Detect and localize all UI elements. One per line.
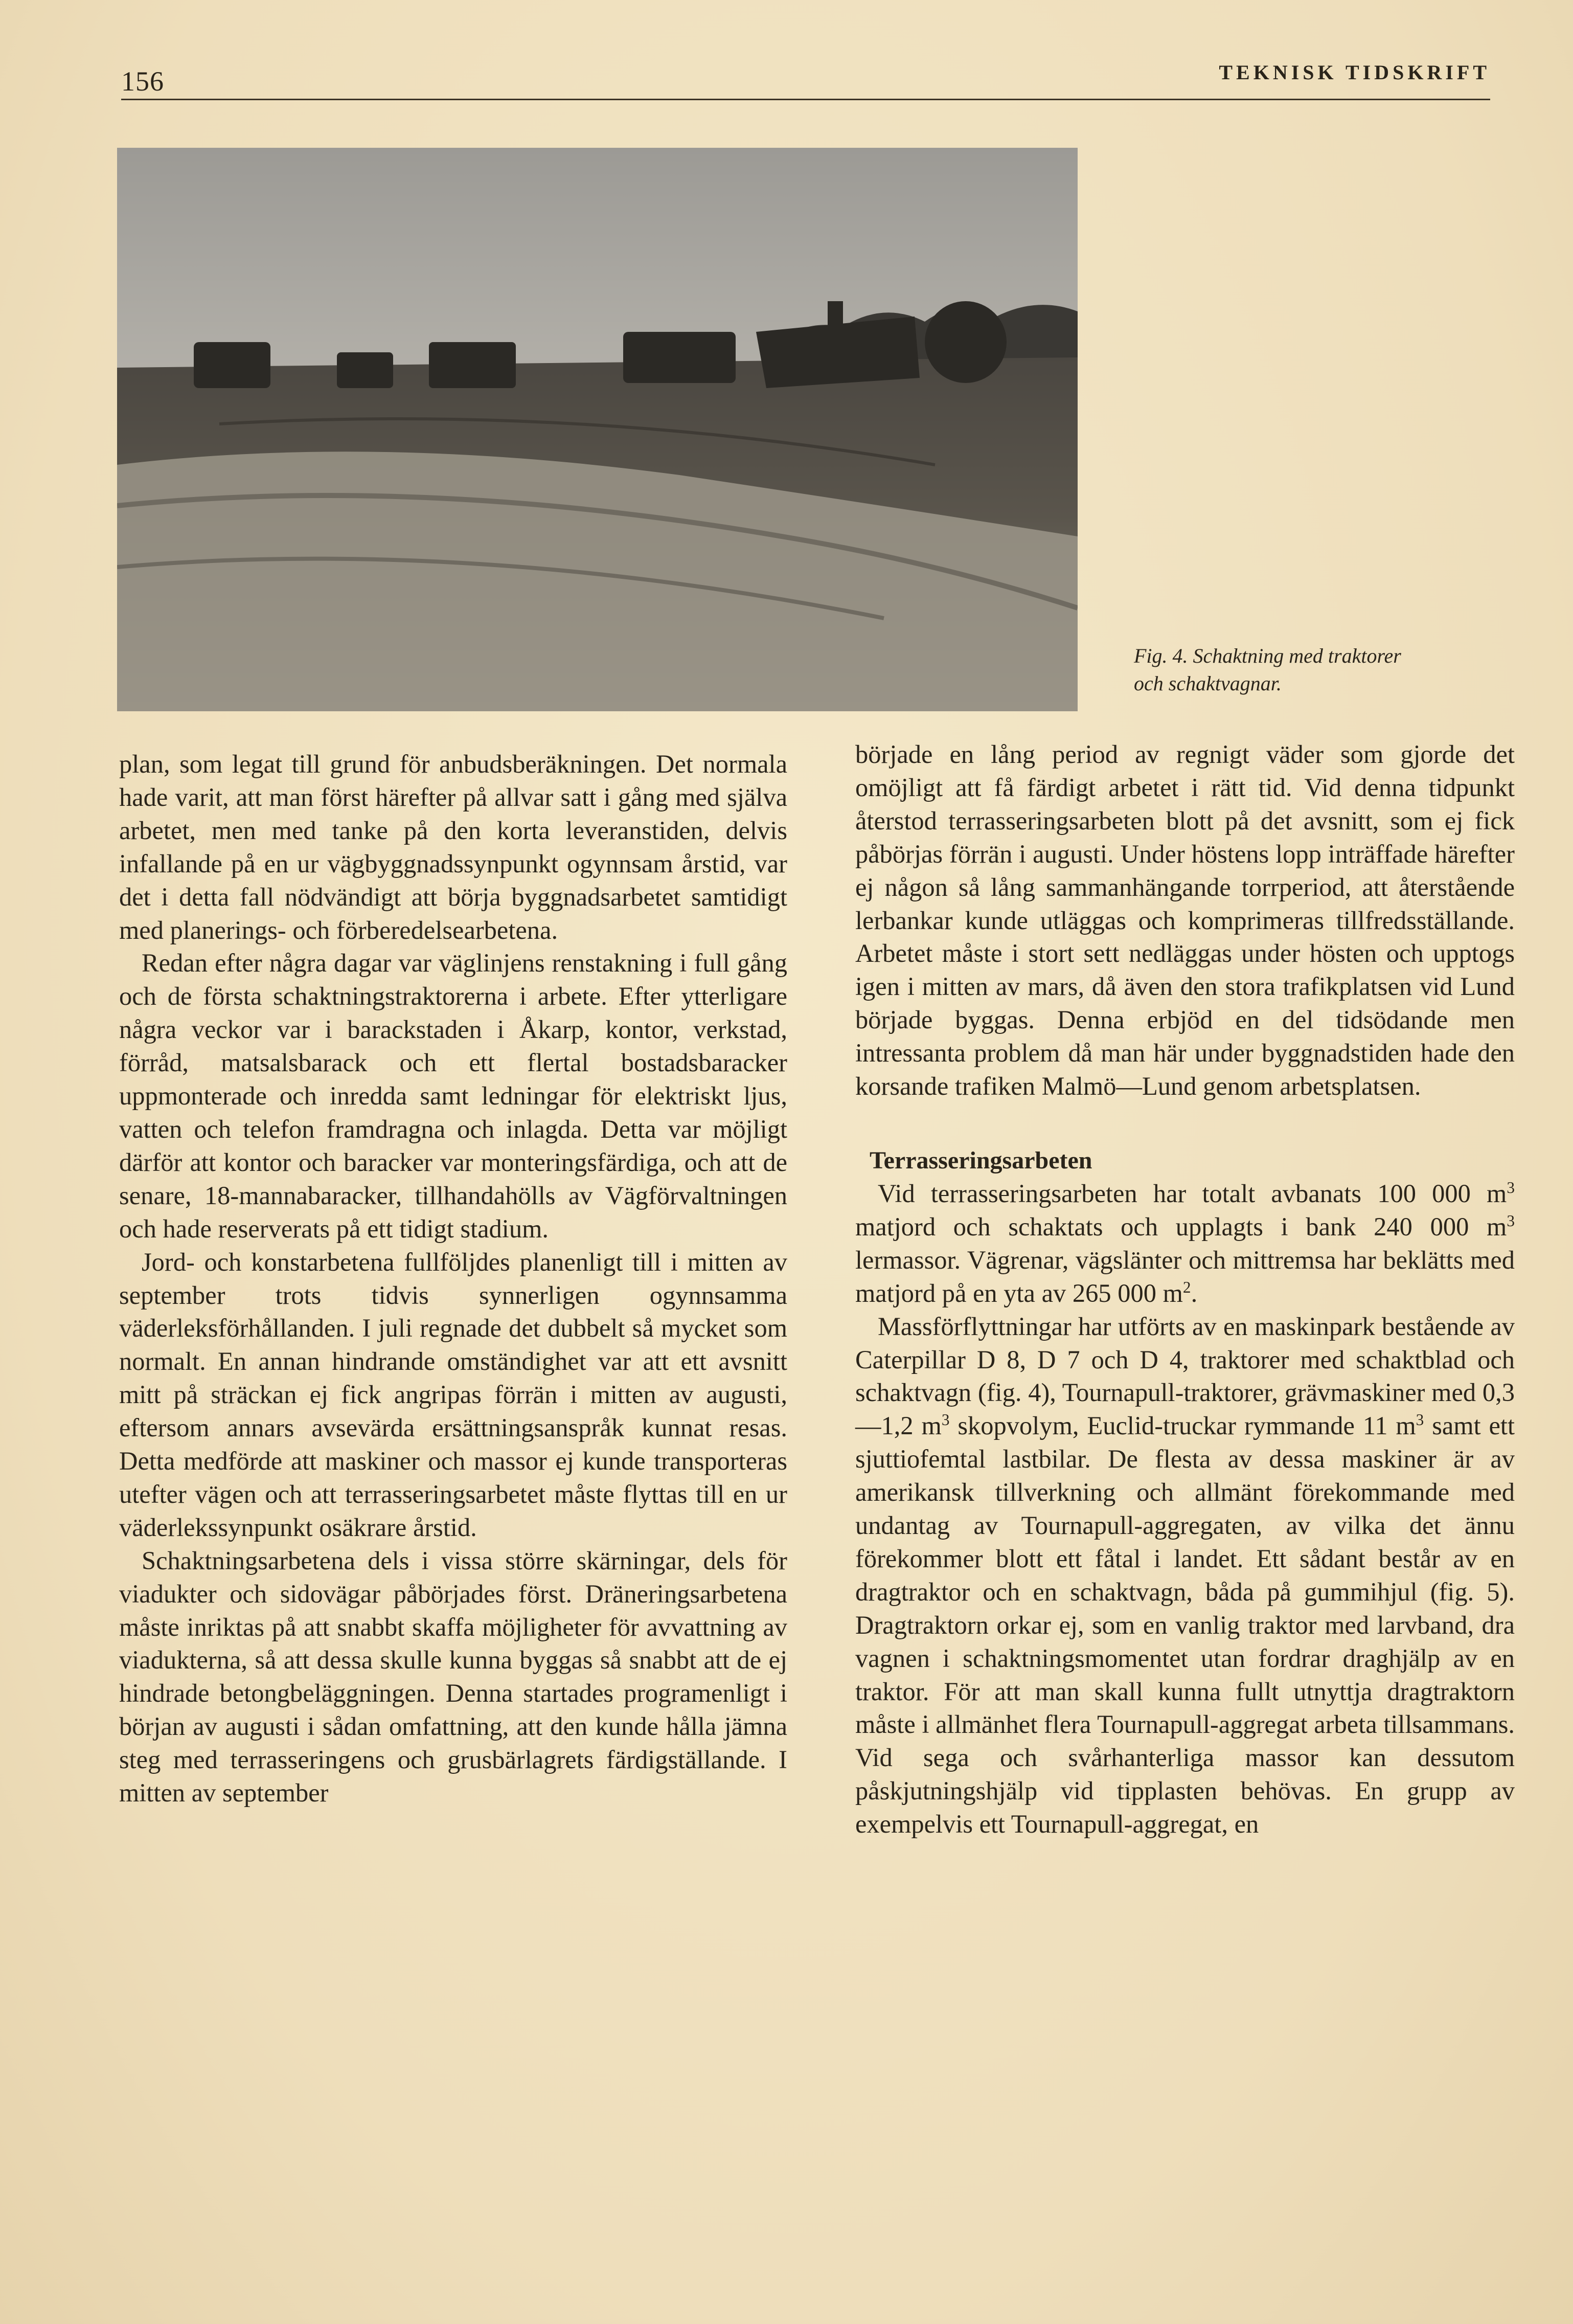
figure-caption-line-1: Fig. 4. Schaktning med traktorer: [1134, 644, 1401, 667]
text-run: Massförflyttningar har utförts av en maskinpark bestående av Caterpillar D 8, D 7 och D 4, traktorer med schaktblad och schaktvagn (fig. 4), Tournapull-traktorer, grävmaskiner med 0,3 —1,2 m: [855, 1312, 1515, 1440]
figure-photo: [117, 148, 1078, 711]
superscript: 3: [1416, 1411, 1424, 1429]
superscript: 2: [1182, 1278, 1191, 1296]
paragraph: [855, 1310, 1515, 1841]
paragraph: Redan efter några dagar var väglinjens renstakning i full gång och de första schaktningstraktorerna i arbete. Efter ytterligare några veckor var i barackstaden i Åkarp, kontor, verkstad, förråd, matsalsbarack och ett flertal bostadsbaracker uppmonterade och inredda samt ledningar för elektriskt ljus, vatten och telefon framdragna och inlagda. Detta var möjligt därför att kontor och baracker var monteringsfärdiga, och att de senare, 18-mannabaracker, tillhandahölls av Vägförvaltningen och hade reserverats på ett tidigt stadium.: [119, 949, 787, 1243]
paragraph: plan, som legat till grund för anbudsberäkningen. Det normala hade varit, att man först härefter på allvar satt i gång med själva arbetet, men med tanke på den korta leveranstiden, delvis infallande på en ur vägbyggnadssynpunkt ogynnsam årstid, var det i detta fall nödvändigt att börja byggnadsarbetet samtidigt med planerings- och förberedelsearbetena.: [119, 750, 787, 944]
figure-caption-line-2: och schaktvagnar.: [1134, 672, 1282, 695]
superscript: 3: [1507, 1212, 1515, 1230]
text-run: Vid terrasseringsarbeten har totalt avbanats 100 000 m: [878, 1179, 1507, 1208]
header-rule: [121, 99, 1490, 100]
section-heading: Terrasseringsarbeten: [870, 1146, 1092, 1174]
left-column: [119, 748, 787, 1810]
figure-caption: [1134, 642, 1522, 697]
superscript: 3: [941, 1411, 950, 1429]
paragraph: [855, 1177, 1515, 1310]
text-run: skopvolym, Euclid-truckar rymmande 11 m: [949, 1411, 1416, 1440]
text-run: lermassor. Vägrenar, vägslänter och mittremsa har beklätts med matjord på en yta av 265 000 m: [855, 1245, 1515, 1307]
paragraph: började en lång period av regnigt väder som gjorde det omöjligt att få färdigt arbetet i rätt tid. Vid denna tidpunkt återstod terrasseringsarbeten blott på det avsnitt, som ej fick påbörjas förrän i augusti. Under höstens lopp inträffade härefter ej någon så lång sammanhängande torrperiod, att återstående lerbankar kunde utläggas och komprimeras tillfredsställande. Arbetet måste i stort sett nedläggas under hösten och upptogs igen i mitten av mars, då även den stora trafikplatsen vid Lund började byggas. Denna erbjöd en del tidsödande men intressanta problem då man här under byggnadstiden hade den korsande trafiken Malmö—Lund genom arbetsplatsen.: [855, 740, 1515, 1101]
journal-title: TEKNISK TIDSKRIFT: [1219, 61, 1490, 84]
text-run: matjord och schaktats och upplagts i bank 240 000 m: [855, 1212, 1507, 1241]
paragraph: Jord- och konstarbetena fullföljdes planenligt till i mitten av september trots tidvis synnerligen ogynnsamma väderleksförhållanden. I juli regnade det dubbelt så mycket som normalt. En annan hindrande omständighet var att ett avsnitt mitt på sträckan ej fick angripas förrän i mitten av augusti, eftersom annars avsevärda ersättningsanspråk kunnat resas. Detta medförde att maskiner och massor ej kunde transporteras utefter vägen och att terrasseringsarbetet måste flyttas till en ur väderlekssynpunkt osäkrare årstid.: [119, 1247, 787, 1542]
text-run: .: [1191, 1278, 1198, 1307]
text-run: samt ett sjuttiofemtal lastbilar. De flesta av dessa maskiner är av amerikansk tillverkning och allmänt förekommande med undantag av Tournapull-aggregaten, av vilka det ännu förekommer blott ett fåtal i landet. Ett sådant består av en dragtraktor och en schaktvagn, båda på gummihjul (fig. 5). Dragtraktorn orkar ej, som en vanlig traktor med larvband, dra vagnen i schaktningsmomentet utan fordrar draghjälp av en traktor. För att man skall kunna fullt utnyttja dragtraktorn måste i allmänhet flera Tournapull-aggregat arbeta tillsammans. Vid sega och svårhanterliga massor kan dessutom påskjutningshjälp vid tipplasten behövas. En grupp av exempelvis ett Tournapull-aggregat, en: [855, 1411, 1515, 1839]
photo-tractors-earthworks-icon: [117, 148, 1078, 711]
page-number: 156: [121, 66, 164, 97]
superscript: 3: [1507, 1179, 1515, 1197]
right-column: [855, 738, 1515, 1841]
paragraph: Schaktningsarbetena dels i vissa större skärningar, dels för viadukter och sidovägar påbörjades först. Dräneringsarbetena måste inriktas på att snabbt skaffa möjligheter för avvattning av viadukterna, så att dessa skulle kunna byggas så snabbt att de ej hindrade betongbeläggningen. Denna startades programenligt i början av augusti i sådan omfattning, att den kunde hålla jämna steg med terrasseringens och grusbärlagrets färdigställande. I mitten av september: [119, 1546, 787, 1808]
